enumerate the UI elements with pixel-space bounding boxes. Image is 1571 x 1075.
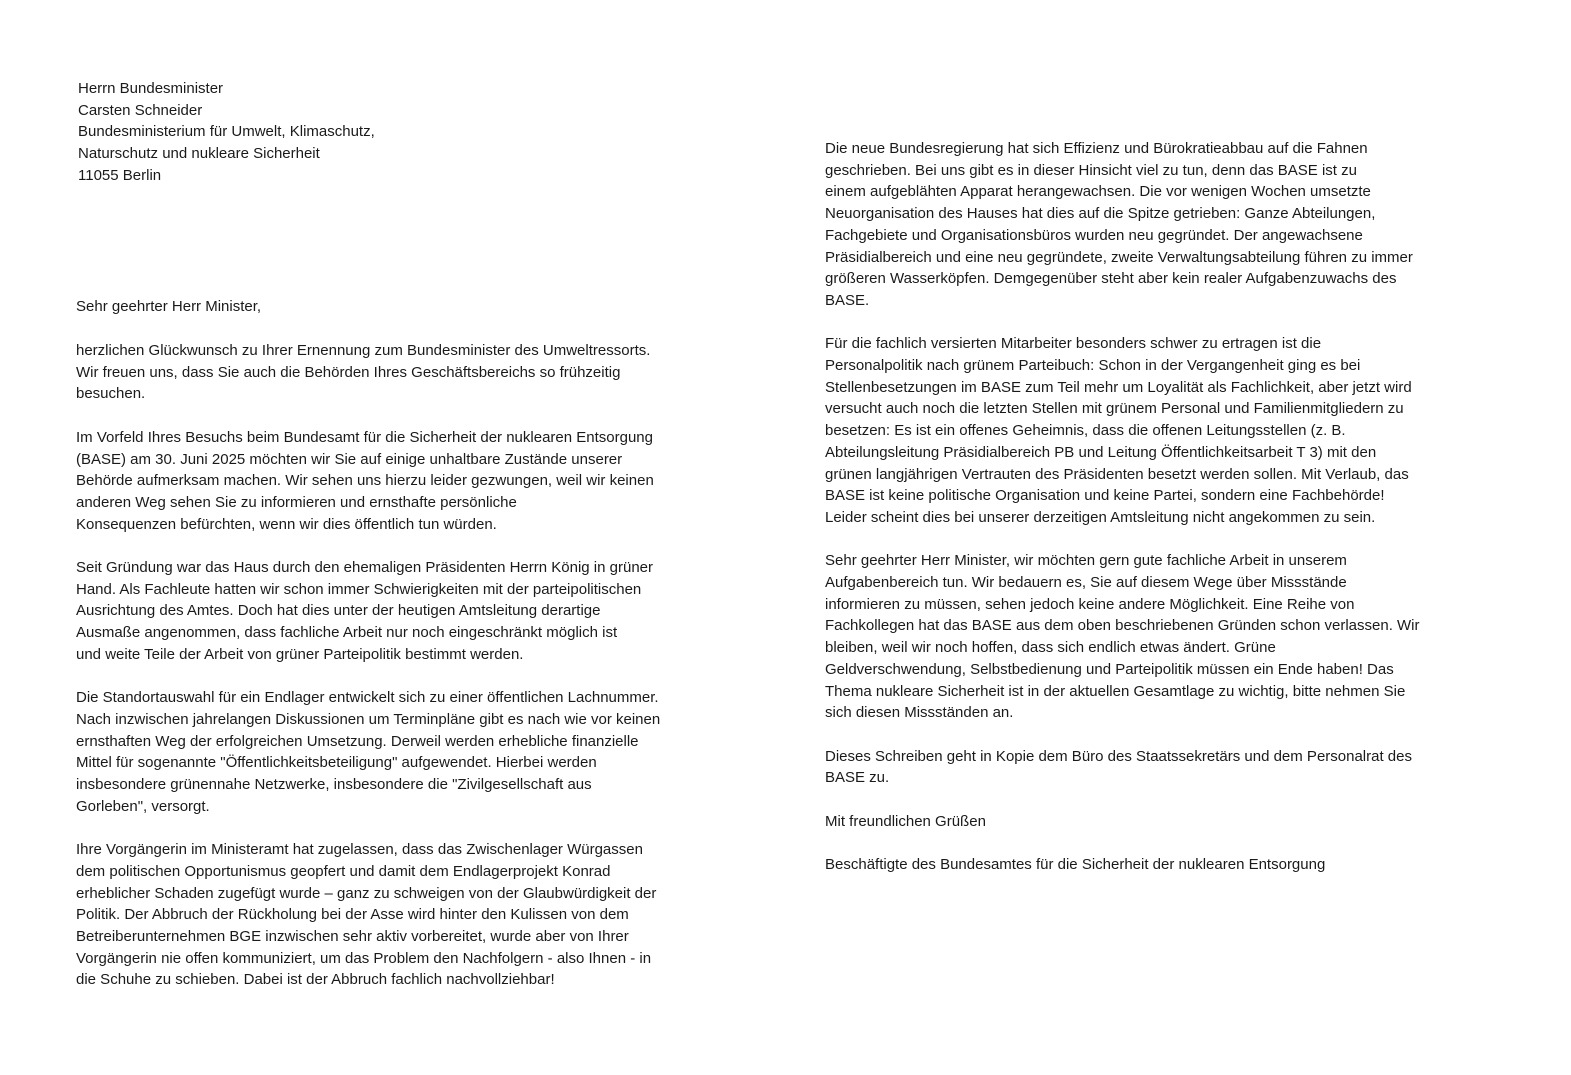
text-line: Die Standortauswahl für ein Endlager entwickelt sich zu einer öffentlichen Lachnummer. bbox=[76, 689, 659, 707]
text-line: insbesondere grünennahe Netzwerke, insbesondere die "Zivilgesellschaft aus bbox=[76, 776, 592, 794]
letter-body-left bbox=[76, 340, 766, 1013]
text-line: Betreiberunternehmen BGE inzwischen sehr aktiv vorbereitet, wurde aber von Ihrer bbox=[76, 927, 629, 945]
paragraph bbox=[76, 427, 766, 536]
text-line: ernsthaften Weg der erfolgreichen Umsetzung. Derweil werden erhebliche finanzielle bbox=[76, 732, 639, 750]
paragraph bbox=[825, 138, 1505, 312]
text-line: Hand. Als Fachleute hatten wir schon immer Schwierigkeiten mit der parteipolitischen bbox=[76, 580, 642, 598]
text-line: Aufgabenbereich tun. Wir bedauern es, Sie auf diesem Wege über Missstände bbox=[825, 574, 1347, 592]
paragraph bbox=[76, 340, 766, 405]
text-line: erheblicher Schaden zugefügt wurde – ganz zu schweigen von der Glaubwürdigkeit der bbox=[76, 884, 657, 902]
text-line: Präsidialbereich und eine neu gegründete, zweite Verwaltungsabteilung führen zu immer bbox=[825, 248, 1413, 266]
address-line: Carsten Schneider bbox=[78, 101, 203, 119]
text-line: Fachgebiete und Organisationsbüros wurden neu gegründet. Der angewachsene bbox=[825, 226, 1363, 244]
text-line: Geldverschwendung, Selbstbedienung und Parteipolitik müssen ein Ende haben! Das bbox=[825, 660, 1394, 678]
text-line: Ausrichtung des Amtes. Doch hat dies unter der heutigen Amtsleitung derartige bbox=[76, 602, 601, 620]
text-line: BASE ist keine politische Organisation und keine Partei, sondern eine Fachbehörde! bbox=[825, 487, 1385, 505]
letter-body-right bbox=[825, 138, 1505, 876]
recipient-address bbox=[78, 78, 498, 187]
letter-page-right bbox=[785, 0, 1571, 1075]
text-line: informieren zu müssen, sehen jedoch keine andere Möglichkeit. Eine Reihe von bbox=[825, 595, 1355, 613]
address-line: Bundesministerium für Umwelt, Klimaschutz, bbox=[78, 123, 375, 141]
text-line: Mittel für sogenannte "Öffentlichkeitsbeteiligung" aufgewendet. Hierbei werden bbox=[76, 754, 597, 772]
text-line: (BASE) am 30. Juni 2025 möchten wir Sie auf einige unhaltbare Zustände unserer bbox=[76, 450, 623, 468]
text-line: Leider scheint dies bei unserer derzeitigen Amtsleitung nicht angekommen zu sein. bbox=[825, 508, 1376, 526]
text-line: Im Vorfeld Ihres Besuchs beim Bundesamt für die Sicherheit der nuklearen Entsorgung bbox=[76, 428, 653, 446]
text-line: Stellenbesetzungen im BASE zum Teil mehr um Loyalität als Fachlichkeit, aber jetzt wird bbox=[825, 378, 1412, 396]
text-line: besetzen: Es ist ein offenes Geheimnis, dass die offenen Leitungsstellen (z. B. bbox=[825, 422, 1346, 440]
text-line: Personalpolitik nach grünem Parteibuch: Schon in der Vergangenheit ging es bei bbox=[825, 357, 1361, 375]
text-line: besuchen. bbox=[76, 385, 146, 403]
paragraph bbox=[76, 557, 766, 666]
text-line: Wir freuen uns, dass Sie auch die Behörden Ihres Geschäftsbereichs so frühzeitig bbox=[76, 363, 621, 381]
text-line: Vorgängerin nie offen kommuniziert, um das Problem den Nachfolgern - also Ihnen - in bbox=[76, 949, 652, 967]
text-line: Politik. Der Abbruch der Rückholung bei der Asse wird hinter den Kulissen von dem bbox=[76, 906, 629, 924]
paragraph bbox=[825, 746, 1505, 789]
text-line: Behörde aufmerksam machen. Wir sehen uns hierzu leider gezwungen, weil wir keinen bbox=[76, 472, 654, 490]
text-line: Neuorganisation des Hauses hat dies auf die Spitze getrieben: Ganze Abteilungen, bbox=[825, 205, 1376, 223]
text-line: BASE. bbox=[825, 291, 870, 309]
text-line: dem politischen Opportunismus geopfert und damit dem Endlagerprojekt Konrad bbox=[76, 862, 611, 880]
text-line: Seit Gründung war das Haus durch den ehemaligen Präsidenten Herrn König in grüner bbox=[76, 559, 654, 576]
text-line: Sehr geehrter Herr Minister, wir möchten gern gute fachliche Arbeit in unserem bbox=[825, 552, 1347, 570]
text-line: Abteilungsleitung Präsidialbereich PB und Leitung Öffentlichkeitsarbeit T 3) mit den bbox=[825, 443, 1377, 461]
text-line: Ihre Vorgängerin im Ministeramt hat zugelassen, dass das Zwischenlager Würgassen bbox=[76, 841, 643, 859]
text-line: Für die fachlich versierten Mitarbeiter besonders schwer zu ertragen ist die bbox=[825, 335, 1322, 353]
text-line: Konsequenzen befürchten, wenn wir dies öffentlich tun würden. bbox=[76, 515, 497, 533]
paragraph bbox=[825, 333, 1505, 528]
text-line: herzlichen Glückwunsch zu Ihrer Ernennung zum Bundesminister des Umweltressorts. bbox=[76, 342, 651, 359]
text-line: Thema nukleare Sicherheit ist in der aktuellen Gesamtlage zu wichtig, bitte nehmen Sie bbox=[825, 682, 1406, 700]
text-line: größeren Wasserköpfen. Demgegenüber steht aber kein realer Aufgabenzuwachs des bbox=[825, 270, 1397, 288]
text-line: BASE zu. bbox=[825, 769, 890, 787]
signature: Beschäftigte des Bundesamtes für die Sicherheit der nuklearen Entsorgung bbox=[825, 856, 1326, 874]
text-line: Gorleben", versorgt. bbox=[76, 797, 210, 815]
paragraph bbox=[76, 839, 766, 991]
address-line: Naturschutz und nukleare Sicherheit bbox=[78, 145, 320, 163]
letter-page-left bbox=[0, 0, 785, 1075]
salutation: Sehr geehrter Herr Minister, bbox=[76, 298, 262, 315]
closing: Mit freundlichen Grüßen bbox=[825, 812, 986, 830]
text-line: versucht auch noch die letzten Stellen mit grünem Personal und Familienmitgliedern zu bbox=[825, 400, 1404, 418]
text-line: anderen Weg sehen Sie zu informieren und ernsthafte persönliche bbox=[76, 493, 517, 511]
paragraph bbox=[76, 687, 766, 817]
text-line: einem aufgeblähten Apparat herangewachsen. Die vor wenigen Wochen umsetzte bbox=[825, 183, 1371, 201]
address-line: Herrn Bundesminister bbox=[78, 80, 224, 97]
text-line: und weite Teile der Arbeit von grüner Parteipolitik bestimmt werden. bbox=[76, 645, 524, 663]
text-line: die Schuhe zu schieben. Dabei ist der Abbruch fachlich nachvollziehbar! bbox=[76, 971, 555, 989]
text-line: geschrieben. Bei uns gibt es in dieser Hinsicht viel zu tun, denn das BASE ist zu bbox=[825, 161, 1357, 179]
text-line: sich diesen Missständen an. bbox=[825, 704, 1014, 722]
text-line: Dieses Schreiben geht in Kopie dem Büro des Staatssekretärs und dem Personalrat des bbox=[825, 747, 1412, 765]
paragraph bbox=[825, 550, 1505, 724]
text-line: Fachkollegen hat das BASE aus dem oben beschriebenen Gründen schon verlassen. Wir bbox=[825, 617, 1420, 635]
address-line: 11055 Berlin bbox=[78, 166, 162, 184]
text-line: Nach inzwischen jahrelangen Diskussionen um Terminpläne gibt es nach wie vor keinen bbox=[76, 710, 661, 728]
text-line: bleiben, weil wir noch hoffen, dass sich endlich etwas ändert. Grüne bbox=[825, 639, 1276, 657]
text-line: Ausmaße angenommen, dass fachliche Arbeit nur noch eingeschränkt möglich ist bbox=[76, 624, 618, 642]
text-line: grünen langjährigen Vertrauten des Präsidenten besetzt werden sollen. Mit Verlaub, das bbox=[825, 465, 1409, 483]
text-line: Die neue Bundesregierung hat sich Effizienz und Bürokratieabbau auf die Fahnen bbox=[825, 140, 1368, 157]
